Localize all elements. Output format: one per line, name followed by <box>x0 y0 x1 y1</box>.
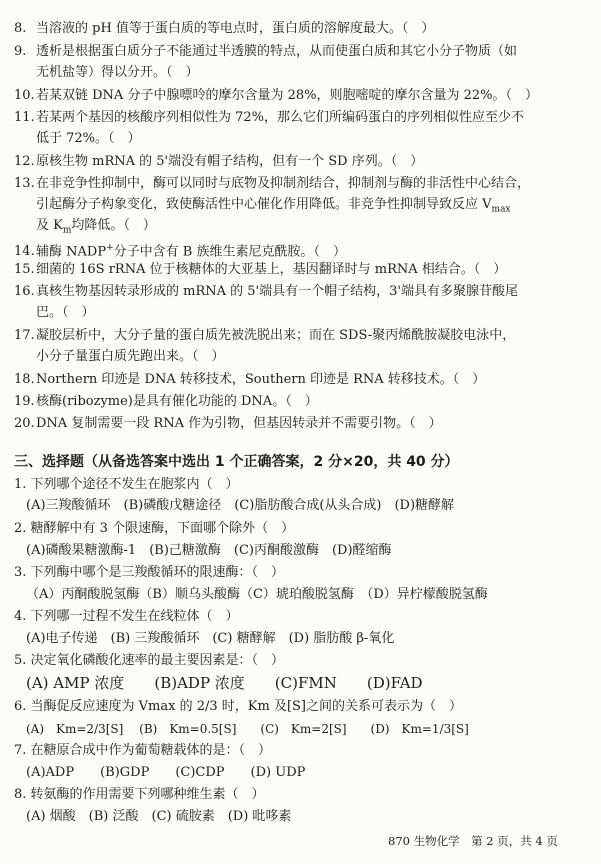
question-14: 14.辅酶 NADP+分子中含有 B 族维生素尼克酰胺。（ ） <box>14 243 346 260</box>
choice-options-5: (A) AMP 浓度 (B)ADP 浓度 (C)FMN (D)FAD <box>26 674 423 692</box>
question-13-cont: 引起酶分子构象变化，致使酶活性中心催化作用降低。非竞争性抑制导致反应 $V_{max}$ <box>36 197 511 215</box>
choice-question-2: 2. 糖酵解中有 3 个限速酶，下面哪个除外（ ） <box>14 521 295 536</box>
question-8: 8. 当溶液的 pH 值等于蛋白质的等电点时，蛋白质的溶解度最大。（ ） <box>14 21 435 36</box>
question-16-cont: 巴。（ ） <box>36 305 95 320</box>
choice-options-8: (A) 烟酸 (B) 泛酸 (C) 硫胺素 (D) 吡哆素 <box>26 809 292 824</box>
question-13-cont2: 及 $K_m$均降低。（ ） <box>36 218 156 236</box>
question-15: 15.细菌的 16S rRNA 位于核糖体的大亚基上，基因翻译时与 mRNA 相结合。（ ） <box>14 262 507 277</box>
question-11: 11.若某两个基因的核酸序列相似性为 72%，那么它们所编码蛋白的序列相似性应至少不 <box>14 110 525 125</box>
question-17: 17.凝胶层析中，大分子量的蛋白质先被洗脱出来；而在 SDS-聚丙烯酰胺凝胶电泳中， <box>14 328 516 343</box>
question-19: 19.核酶(ribozyme)是具有催化功能的 DNA。（ ） <box>14 394 318 409</box>
choice-options-1: (A)三羧酸循环 (B)磷酸戊糖途径 (C)脂肪酸合成(从头合成) (D)糖酵解 <box>26 498 455 513</box>
question-16: 16.真核生物基因转录形成的 mRNA 的 5'端具有一个帽子结构，3'端具有多聚腺苷酸尾 <box>14 284 518 299</box>
choice-options-4: (A)电子传递 (B) 三羧酸循环 (C) 糖酵解 (D) 脂肪酸 β-氧化 <box>26 631 395 646</box>
section-heading: 三、选择题（从备选答案中选出 1 个正确答案，2 分×20，共 40 分） <box>14 454 459 470</box>
choice-question-5: 5. 决定氧化磷酸化速率的最主要因素是：（ ） <box>14 653 285 668</box>
question-18: 18.Northern 印迹是 DNA 转移技术，Southern 印迹是 RNA 转移技术。（ ） <box>14 372 486 387</box>
question-13: 13.在非竞争性抑制中，酶可以同时与底物及抑制剂结合，抑制剂与酶的非活性中心结合， <box>14 176 531 191</box>
choice-question-6: 6. 当酶促反应速度为 Vmax 的 2/3 时，Km 及[S]之间的关系可表示为（ ） <box>14 699 463 714</box>
question-12: 12.原核生物 mRNA 的 5'端没有帽子结构，但有一个 SD 序列。（ ） <box>14 154 424 169</box>
choice-question-1: 1. 下列哪个途径不发生在胞浆内（ ） <box>14 477 239 492</box>
choice-options-6: (A) Km=2/3[S] (B) Km=0.5[S] (C) Km=2[S] (D) Km=1/3[S] <box>26 722 469 736</box>
choice-question-4: 4. 下列哪一过程不发生在线粒体（ ） <box>14 609 239 624</box>
question-9: 9. 透析是根据蛋白质分子不能通过半透膜的特点，从而使蛋白质和其它小分子物质（如 <box>14 44 518 59</box>
page-footer: 870 生物化学 第 2 页，共 4 页 <box>388 834 558 848</box>
choice-question-3: 3. 下列酶中哪个是三羧酸循环的限速酶：（ ） <box>14 565 285 580</box>
question-9-cont: 无机盐等）得以分开。（ ） <box>36 65 199 80</box>
choice-question-8: 8. 转氨酶的作用需要下列哪种维生素（ ） <box>14 787 265 802</box>
choice-options-7: (A)ADP (B)GDP (C)CDP (D) UDP <box>26 765 306 780</box>
choice-question-7: 7. 在糖原合成中作为葡萄糖载体的是：（ ） <box>14 743 272 758</box>
choice-options-3: （A）丙酮酸脱氢酶（B）顺乌头酸酶（C）琥珀酸脱氢酶 （D）异柠檬酸脱氢酶 <box>26 587 488 602</box>
choice-options-2: (A)磷酸果糖激酶-1 (B)己糖激酶 (C)丙酮酸激酶 (D)醛缩酶 <box>26 543 392 558</box>
question-11-cont: 低于 72%。（ ） <box>36 131 141 146</box>
question-17-cont: 小分子量蛋白质先跑出来。（ ） <box>36 349 225 364</box>
question-20: 20.DNA 复制需要一段 RNA 作为引物，但基因转录并不需要引物。（ ） <box>14 416 442 431</box>
question-10: 10.若某双链 DNA 分子中腺嘌呤的摩尔含量为 28%，则胞嘧啶的摩尔含量为 22%。（ ） <box>14 88 539 103</box>
